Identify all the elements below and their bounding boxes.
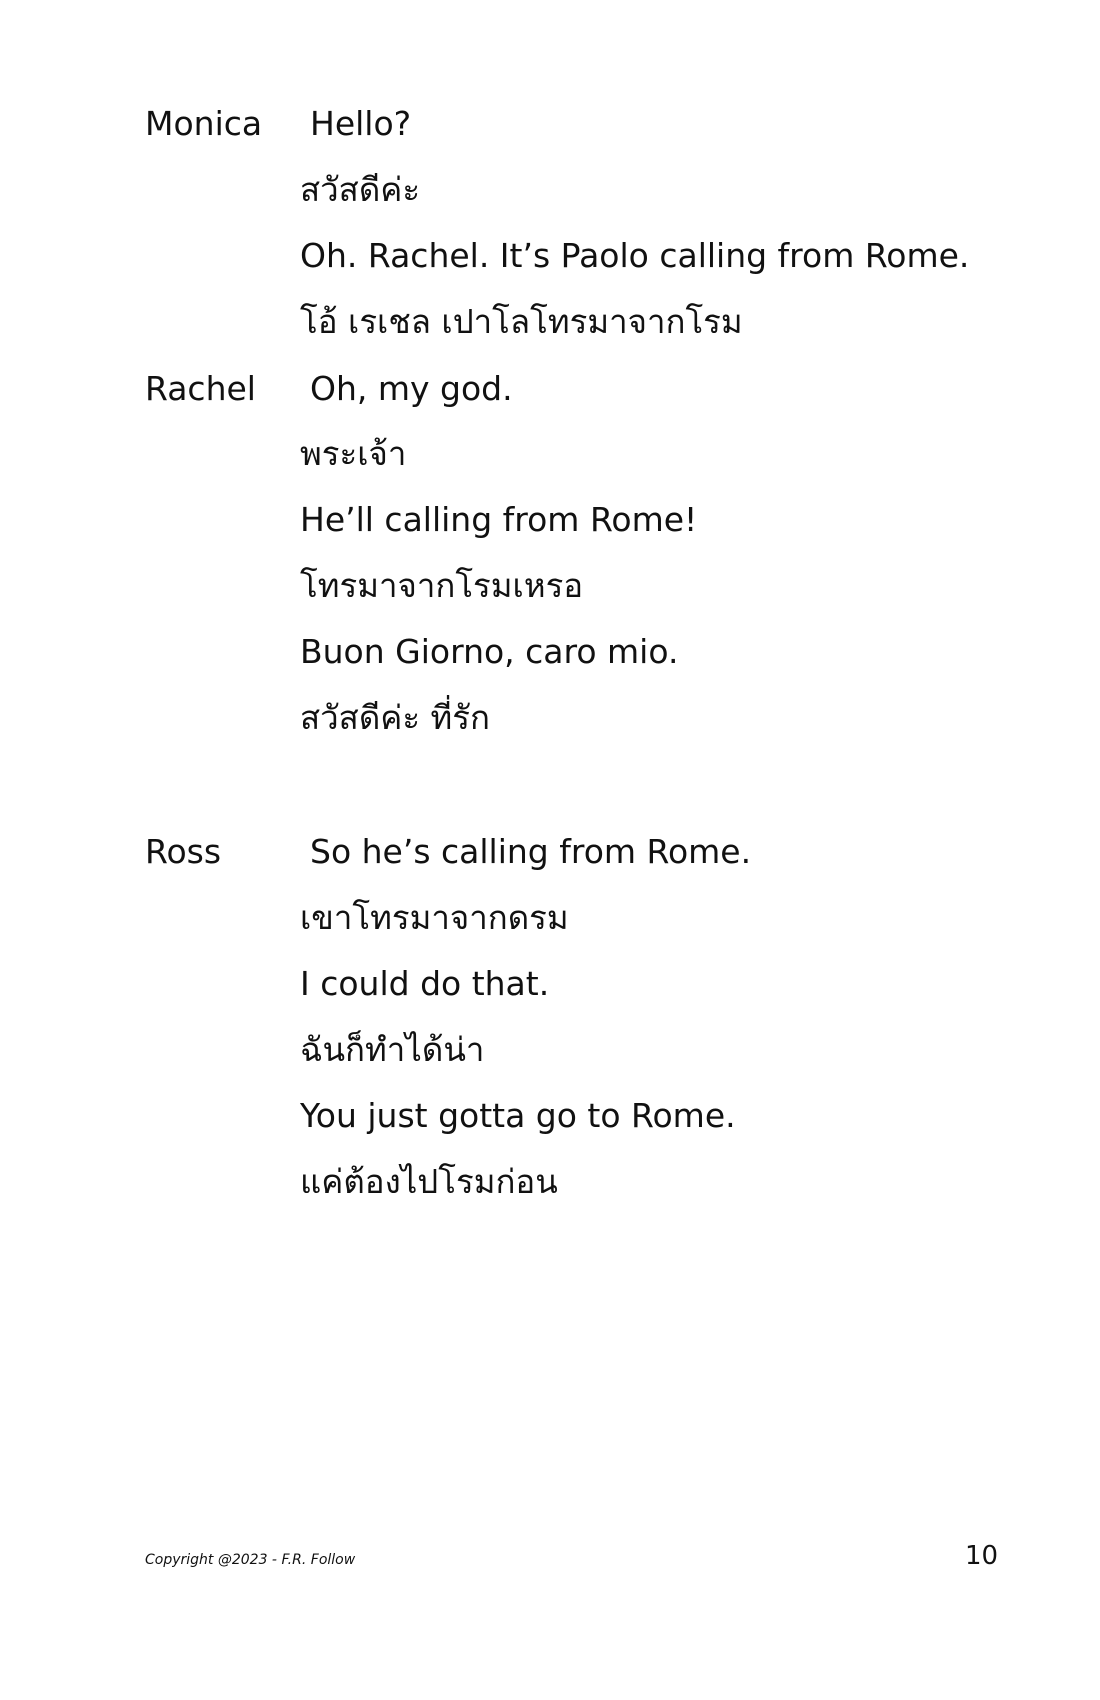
dialogue-line: Oh. Rachel. It’s Paolo calling from Rome.	[300, 236, 970, 275]
translation-line: สวัสดีค่ะ	[300, 170, 421, 209]
translation-line: พระเจ้า	[300, 434, 407, 473]
dialogue-line: You just gotta go to Rome.	[300, 1096, 736, 1135]
dialogue-line: I could do that.	[300, 964, 550, 1003]
translation-line: เขาโทรมาจากดรม	[300, 898, 569, 937]
dialogue-line: So he’s calling from Rome.	[310, 832, 752, 871]
translation-line: โทรมาจากโรมเหรอ	[300, 566, 584, 605]
translation-line: แค่ต้องไปโรมก่อน	[300, 1162, 558, 1201]
dialogue-line: He’ll calling from Rome!	[300, 500, 698, 539]
speaker-name: Ross	[145, 832, 222, 871]
page-number: 10	[965, 1541, 999, 1571]
dialogue-line: Buon Giorno, caro mio.	[300, 632, 679, 671]
translation-line: ฉันก็ทำได้น่า	[300, 1030, 485, 1069]
copyright-notice: Copyright @2023 - F.R. Follow	[145, 1552, 356, 1568]
translation-line: สวัสดีค่ะ ที่รัก	[300, 698, 490, 737]
dialogue-line: Oh, my god.	[310, 369, 513, 408]
speaker-name: Monica	[145, 104, 263, 143]
translation-line: โอ้ เรเชล เปาโลโทรมาจากโรม	[300, 302, 743, 341]
dialogue-line: Hello?	[310, 104, 412, 143]
speaker-name: Rachel	[145, 369, 256, 408]
